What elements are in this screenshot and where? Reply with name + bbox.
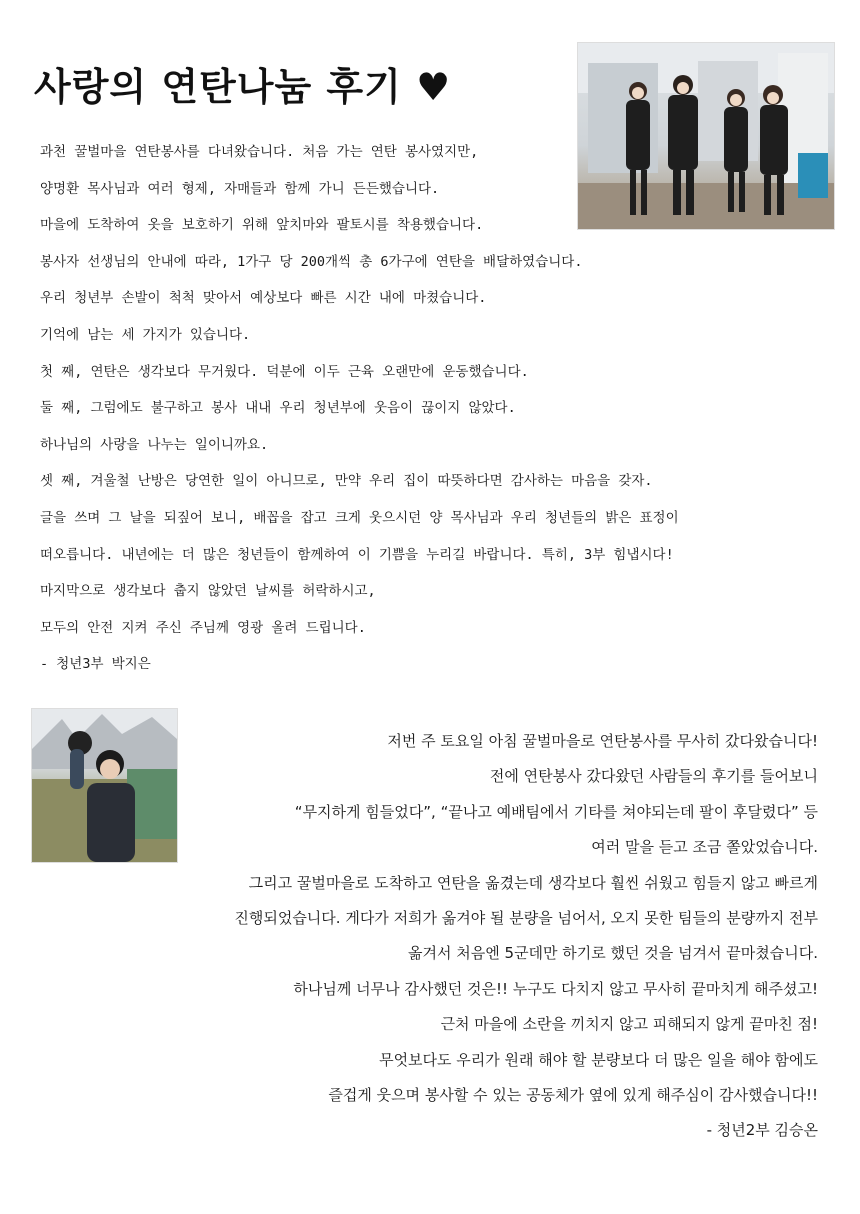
review-line: 무엇보다도 우리가 원래 해야 할 분량보다 더 많은 일을 해야 함에도 <box>379 1050 818 1069</box>
review-line: 근처 마을에 소란을 끼치지 않고 피해되지 않게 끝마친 점! <box>440 1015 818 1034</box>
review-line: “무지하게 힘들었다”, “끝나고 예배팀에서 기타를 쳐야되는데 팔이 후달렸다” 등 <box>294 802 818 821</box>
review-line: 첫 째, 연탄은 생각보다 무거웠다. 덕분에 이두 근육 오랜만에 운동했습니다. <box>40 363 529 380</box>
heart-icon: ♥ <box>416 65 452 109</box>
review-line: 마을에 도착하여 옷을 보호하기 위해 앞치마와 팔토시를 착용했습니다. <box>40 217 484 234</box>
review-line: 마지막으로 생각보다 춥지 않았던 날씨를 허락하시고, <box>40 583 376 600</box>
page-title <box>34 56 451 111</box>
review-line: 둘 째, 그럼에도 불구하고 봉사 내내 우리 청년부에 웃음이 끊이지 않았다. <box>40 400 516 417</box>
review-line: 양명환 목사님과 여러 형제, 자매들과 함께 가니 든든했습니다. <box>40 180 440 197</box>
review-line: 모두의 안전 지켜 주신 주님께 영광 올려 드립니다. <box>40 619 366 636</box>
review-line: 떠오릅니다. 내년에는 더 많은 청년들이 함께하여 이 기쁨을 누리길 바랍니다. 특히, 3부 힘냅시다! <box>40 546 674 563</box>
review-section-1 <box>40 134 800 683</box>
review-line: 전에 연탄봉사 갔다왔던 사람들의 후기를 들어보니 <box>489 767 818 786</box>
review-line: 봉사자 선생님의 안내에 따라, 1가구 당 200개씩 총 6가구에 연탄을 배달하였습니다. <box>40 253 583 270</box>
review-section-2 <box>18 724 818 1149</box>
review-line: 진행되었습니다. 게다가 저희가 옮겨야 될 분량을 넘어서, 오지 못한 팀들의 분량까지 전부 <box>234 908 818 927</box>
review-line: 과천 꿀벌마을 연탄봉사를 다녀왔습니다. 처음 가는 연탄 봉사였지만, <box>40 144 479 160</box>
review-line: 우리 청년부 손발이 척척 맞아서 예상보다 빠른 시간 내에 마쳤습니다. <box>40 290 487 307</box>
review-line: 여러 말을 듣고 조금 쫄았었습니다. <box>591 838 818 857</box>
review-line: 글을 쓰며 그 날을 되짚어 보니, 배꼽을 잡고 크게 웃으시던 양 목사님과 우리 청년들의 밝은 표정이 <box>40 509 679 526</box>
review-author: - 청년2부 김승온 <box>706 1121 818 1140</box>
review-line: 셋 째, 겨울철 난방은 당연한 일이 아니므로, 만약 우리 집이 따뜻하다면 감사하는 마음을 갖자. <box>40 473 653 490</box>
review-line: 옮겨서 처음엔 5군데만 하기로 했던 것을 넘겨서 끝마쳤습니다. <box>408 944 818 963</box>
review-line: 하나님의 사랑을 나누는 일이니까요. <box>40 436 269 453</box>
review-line: 하나님께 너무나 감사했던 것은!! 누구도 다치지 않고 무사히 끝마치게 해주셨고! <box>293 979 818 998</box>
review-line: 저번 주 토요일 아침 꿀벌마을로 연탄봉사를 무사히 갔다왔습니다! <box>387 732 818 750</box>
review-line: 그리고 꿀벌마을로 도착하고 연탄을 옮겼는데 생각보다 훨씬 쉬웠고 힘들지 않고 빠르게 <box>248 873 818 892</box>
title-text: 사랑의 연탄나눔 후기 <box>34 65 402 109</box>
review-line: 기억에 남는 세 가지가 있습니다. <box>40 326 251 343</box>
review-line: 즐겁게 웃으며 봉사할 수 있는 공동체가 옆에 있게 해주심이 감사했습니다!! <box>328 1085 818 1104</box>
review-author: - 청년3부 박지은 <box>40 656 151 673</box>
